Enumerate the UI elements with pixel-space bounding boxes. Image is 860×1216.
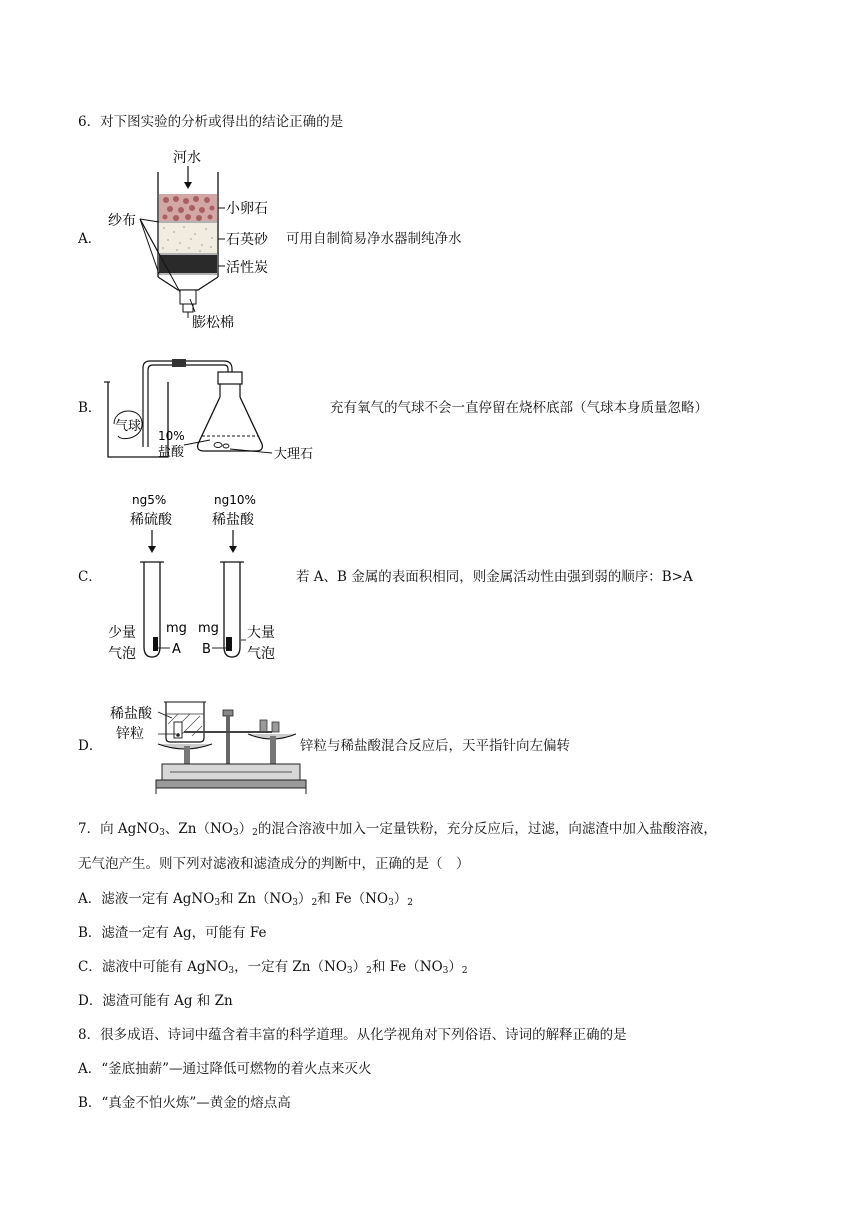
option-6c-text: 若 A、B 金属的表面积相同，则金属活动性由强到弱的顺序：B>A — [296, 569, 693, 585]
option-7c: C．滤液中可能有 AgNO$_3$，一定有 $Zn(NO_3)_2$和 $Fe(NO_3)_2$ — [78, 959, 468, 976]
test-tube-diagram — [100, 490, 290, 670]
metal-a-label: A — [172, 642, 181, 657]
question-7-stem: 7．向 AgNO$_3$、$Zn(NO_3)_2$的混合溶液中加入一定量铁粉，充分反应后，过滤，向滤渣中加入盐酸溶液， — [78, 821, 717, 838]
left-acid-concentration: ng5% — [132, 493, 167, 507]
option-6b-label: B． — [78, 400, 102, 416]
option-7a: A．滤液一定有 AgNO$_3$和 $Zn(NO_3)_2$和 $Fe(NO_3)_2$ — [78, 891, 414, 908]
dilute-sulfuric-acid-label: 稀硫酸 — [130, 512, 172, 528]
river-water-label: 河水 — [173, 150, 201, 166]
water-purifier-diagram — [100, 142, 290, 332]
question-6-stem: 6．对下图实验的分析或得出的结论正确的是 — [78, 114, 344, 130]
gauze-label: 纱布 — [108, 213, 136, 229]
balloon-flask-diagram — [100, 352, 340, 467]
balance-diagram — [100, 690, 300, 800]
dilute-hydrochloric-acid-label: 稀盐酸 — [212, 512, 254, 528]
marble-label: 大理石 — [274, 447, 314, 462]
option-7d: D．滤渣可能有 Ag 和 Zn — [78, 993, 233, 1009]
question-8-stem: 8．很多成语、诗词中蕴含着丰富的科学道理。从化学视角对下列俗语、诗词的解释正确的是 — [78, 1027, 627, 1043]
many-bubbles-label-2: 气泡 — [247, 646, 275, 662]
acid-concentration-label: 10% — [158, 429, 185, 443]
zinc-granules-label: 锌粒 — [116, 726, 144, 742]
pebble-label: 小卵石 — [226, 201, 268, 217]
metal-a-mass: mg — [166, 621, 187, 636]
option-6d-label: D． — [78, 738, 103, 754]
balloon-label: 气球 — [115, 419, 142, 434]
activated-carbon-label: 活性炭 — [226, 260, 268, 276]
option-6c-label: C． — [78, 569, 102, 585]
quartz-sand-label: 石英砂 — [226, 232, 268, 248]
option-7b: B．滤渣一定有 Ag，可能有 Fe — [78, 925, 267, 941]
hydrochloric-acid-label: 盐酸 — [158, 445, 185, 460]
option-6b-text: 充有氧气的气球不会一直停留在烧杯底部（气球本身质量忽略） — [330, 400, 708, 416]
right-acid-concentration: ng10% — [214, 493, 256, 507]
option-8b: B．“真金不怕火炼”—黄金的熔点高 — [78, 1095, 291, 1111]
few-bubbles-label-2: 气泡 — [108, 646, 136, 662]
option-8a: A．“釜底抽薪”—通过降低可燃物的着火点来灭火 — [78, 1061, 372, 1077]
metal-b-mass: mg — [198, 621, 219, 636]
option-6a-label: A． — [78, 231, 102, 247]
many-bubbles-label-1: 大量 — [247, 625, 275, 641]
metal-b-label: B — [202, 642, 211, 657]
option-6a-text: 可用自制简易净水器制纯净水 — [286, 231, 462, 247]
cotton-label: 膨松棉 — [192, 315, 234, 331]
option-6d-text: 锌粒与稀盐酸混合反应后，天平指针向左偏转 — [300, 738, 570, 754]
balance-acid-label: 稀盐酸 — [110, 706, 152, 722]
few-bubbles-label-1: 少量 — [108, 625, 136, 641]
question-7-stem-line2: 无气泡产生。则下列对滤液和滤渣成分的判断中，正确的是（ ） — [78, 856, 470, 872]
